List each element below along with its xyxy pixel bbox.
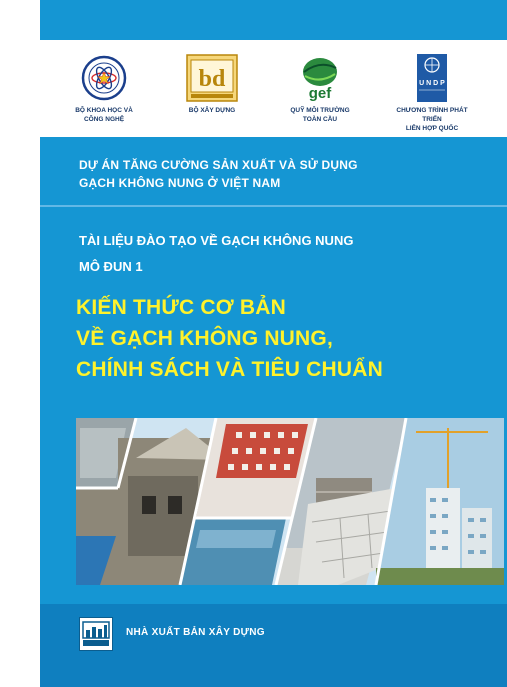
ministry-science-seal-icon: [60, 54, 148, 102]
left-white-margin: [0, 0, 40, 687]
book-cover: [40, 0, 507, 687]
section-divider: [40, 205, 507, 207]
gef-globe-icon: [276, 54, 364, 102]
publisher-name: NHÀ XUẤT BẢN XÂY DỰNG: [126, 627, 265, 638]
publisher-logo-icon: [79, 617, 113, 651]
logo-undp: [388, 54, 476, 133]
logo-caption: CHƯƠNG TRÌNH PHÁT TRIỂN LIÊN HỢP QUỐC: [396, 107, 468, 132]
construction-logo-mark-text: bd: [198, 66, 226, 92]
undp-logo-text: U N D P: [419, 80, 445, 87]
logo-ministry-construction: [168, 54, 256, 115]
logo-caption: BỘ KHOA HỌC VÀ CÔNG NGHỆ: [75, 107, 133, 123]
logo-ministry-science: [60, 54, 148, 124]
undp-logo-icon: [388, 54, 476, 102]
construction-photo-collage: [76, 418, 504, 585]
logo-strip: [40, 40, 507, 137]
logo-caption: QUỸ MÔI TRƯỜNG TOÀN CẦU: [290, 107, 350, 123]
logo-caption: BỘ XÂY DỰNG: [188, 107, 236, 114]
module-label: MÔ ĐUN 1: [79, 259, 143, 274]
book-title: KIẾN THỨC CƠ BẢN VỀ GẠCH KHÔNG NUNG, CHÍNH SÁCH VÀ TIÊU CHUẨN: [76, 296, 383, 381]
gef-logo-text: gef: [308, 85, 332, 102]
project-name: DỰ ÁN TĂNG CƯỜNG SẢN XUẤT VÀ SỬ DỤNG GẠCH KHÔNG NUNG Ở VIỆT NAM: [79, 158, 358, 190]
logo-gef: [276, 54, 364, 124]
photo-water: [180, 518, 286, 585]
ministry-construction-logo-icon: [168, 54, 256, 102]
series-title: TÀI LIỆU ĐÀO TẠO VỀ GẠCH KHÔNG NUNG: [79, 233, 354, 248]
